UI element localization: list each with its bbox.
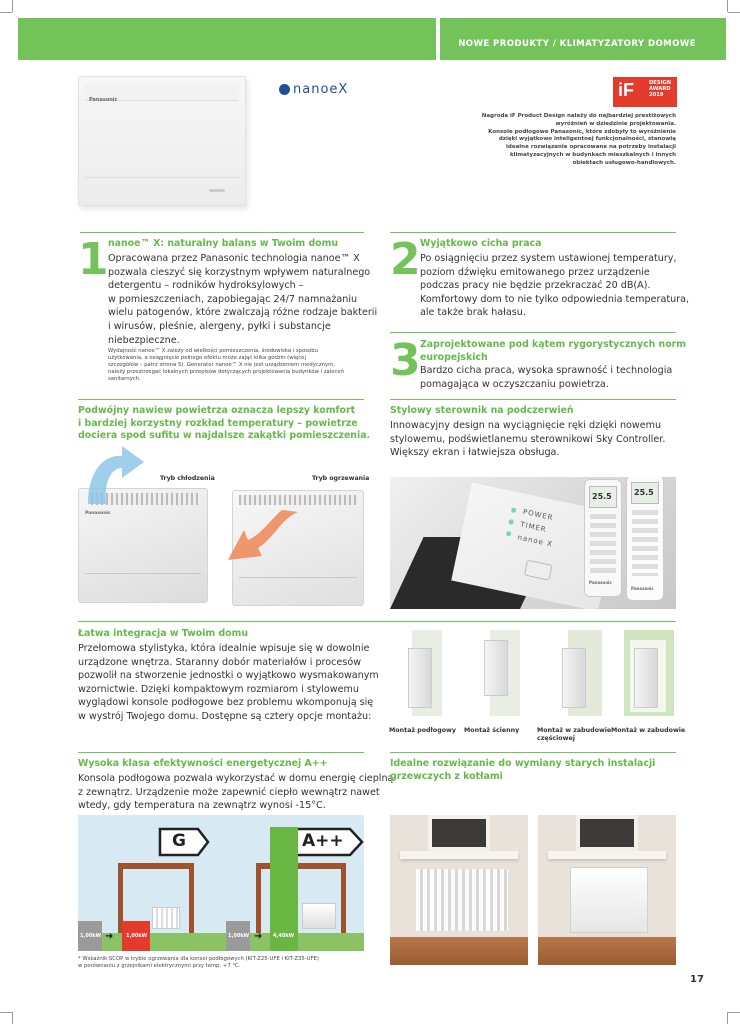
body-line: pozwala cieszyć się korzystnym wpływem naturalnego	[108, 266, 371, 278]
feature1-title: nanoe™ X: naturalny balans w Twoim domu	[108, 238, 339, 249]
crop-mark	[727, 0, 728, 12]
power-led-icon	[511, 507, 517, 513]
title-line: dociera spod sufitu w najdalsze zakątki pomieszczenia.	[78, 430, 371, 441]
award-text	[482, 113, 676, 168]
body-line: poziom dźwięku emitowanego przez urządzenie	[420, 266, 650, 278]
award-text-line: wyróżnień w dziedzinie projektowania.	[555, 120, 676, 127]
section-rule	[80, 232, 364, 233]
mount-option-full-recess	[620, 630, 680, 716]
crop-mark	[728, 12, 740, 13]
body-line: pomagająca w oczyszczaniu powietrza.	[420, 378, 609, 390]
heating-mode-label: Tryb ogrzewania	[312, 475, 370, 482]
crop-mark	[0, 1012, 12, 1013]
new-console-photo	[538, 815, 676, 965]
body-line: Przełomowa stylistyka, która idealnie wpisuje się w dowolnie	[78, 643, 370, 654]
warm-air-arrow-icon	[222, 508, 302, 570]
value-label: 1,00kW	[126, 933, 148, 939]
crop-mark	[727, 1012, 728, 1024]
note-line: Wydajność nanoe™ X zależy od wielkości pomieszczenia, środowiska i sposobu	[108, 348, 318, 354]
controller-photo	[390, 477, 676, 609]
value-label: 1,00kW	[228, 933, 250, 939]
crop-mark	[12, 0, 13, 12]
award-text-line: obiektach usługowo-handlowych.	[572, 159, 676, 166]
body-line: w pomieszczeniach, zapobiegając 24/7 namnażaniu	[108, 293, 358, 305]
page-number: 17	[690, 974, 704, 985]
nanoe-label: nanoe X	[516, 533, 554, 549]
unit-brand: Panasonic	[89, 97, 118, 103]
remote-temp-display: 25.5	[592, 492, 612, 501]
remote-control-2	[626, 477, 664, 601]
mount-label-line: częściowej	[537, 735, 575, 742]
award-logo	[613, 77, 677, 107]
section-rule	[390, 232, 676, 233]
award-logo-line: AWARD	[649, 86, 671, 92]
mount-label-line: Montaż w zabudowie	[611, 727, 686, 734]
crop-mark	[0, 12, 12, 13]
nanoe-led-icon	[506, 531, 512, 537]
body-line: Bardzo cicha praca, wysoka sprawność i technologia	[420, 365, 673, 376]
feature3-title	[420, 339, 686, 364]
timer-led-icon	[508, 519, 514, 525]
body-line: pozwolił na stworzenie jednostki o wyjątkowo wysmakowanym	[78, 670, 379, 682]
footnote-line: w porównaniu z grzejnikami elektrycznymi przy temp. +7 °C.	[78, 963, 241, 969]
award-logo-line: DESIGN	[649, 80, 672, 86]
nanoe-dot-icon	[279, 84, 290, 95]
value-label: 4,40kW	[273, 933, 295, 939]
replacement-title	[390, 758, 655, 783]
radiator-icon	[416, 869, 508, 931]
efficiency-title: Wysoka klasa efektywności energetycznej A++	[78, 758, 328, 769]
value-label: 1,00kW	[80, 933, 102, 939]
mount-label-wall	[464, 727, 519, 735]
award-text-line: idealne rozwiązanie opracowane na potrzeby instalacji	[506, 144, 676, 151]
section-rule	[390, 332, 676, 333]
mount-label-line: Montaż w zabudowie	[537, 727, 612, 734]
award-logo-line: 2019	[649, 92, 664, 98]
timer-label: TIMER	[519, 520, 548, 534]
body-line: urządzone wnętrza. Staranny dobór materiałów i procesów	[78, 656, 362, 668]
header-title: NOWE PRODUKTY / KLIMATYZATORY DOMOWE	[458, 39, 696, 49]
section-rule	[78, 399, 364, 400]
body-line: ale także brak hałasu.	[420, 307, 526, 319]
body-line: Większy ekran i łatwiejsza obsługa.	[390, 447, 560, 459]
title-line: Zaprojektowane pod kątem rygorystycznych norm	[420, 339, 687, 350]
note-line: użytkowania, a osiągnięcie pełnego efektu może zająć kilka godzin (więcej	[108, 355, 306, 361]
body-line: wyglądowi konsole podłogowe bez problemu wkomponują się	[78, 697, 374, 709]
award-if-mark: iF	[618, 80, 634, 100]
section-rule	[78, 752, 364, 753]
feature1-note	[108, 348, 344, 383]
feature2-body	[420, 252, 689, 320]
body-line: i wirusów, pleśnie, alergeny, pyłki i substancje	[108, 320, 331, 332]
title-line: Idealne rozwiązanie do wymiany starych instalacji	[390, 758, 656, 769]
body-line: podczas pracy nie będzie przekraczać 20 dB(A).	[420, 280, 651, 292]
crop-mark	[12, 1012, 13, 1024]
power-button-icon	[524, 560, 553, 581]
title-line: grzewczych z kotłami	[390, 770, 503, 782]
remote-temp-display: 25.5	[634, 488, 654, 497]
mount-label-floor	[389, 727, 456, 735]
body-line: Opracowana przez Panasonic technologia nanoe™ X	[108, 253, 360, 264]
feature3-body	[420, 364, 672, 391]
feature3-number: 3	[390, 335, 421, 386]
feature2-title: Wyjątkowo cicha praca	[420, 238, 542, 249]
old-radiator-photo	[390, 815, 528, 965]
mount-option-wall	[470, 630, 536, 716]
energy-class-low: G	[172, 831, 186, 851]
remote-brand: Panasonic	[589, 580, 612, 585]
award-text-line: klimatyzacyjnych w budynkach mieszkalnych i innych	[509, 151, 676, 158]
mount-option-floor	[392, 630, 458, 716]
header-bar-left	[18, 18, 436, 60]
award-text-line: Konsole podłogowe Panasonic, które zdobyły to wyróżnienie	[488, 128, 676, 135]
body-line: Po osiągnięciu przez system ustawionej temperatury,	[420, 253, 677, 264]
award-text-line: Nagroda iF Product Design należy do najbardziej prestiżowych	[481, 113, 676, 119]
mount-label-line: Montaż ścienny	[464, 727, 520, 734]
cooling-mode-label: Tryb chłodzenia	[160, 475, 215, 482]
body-line: Konsola podłogowa pozwala wykorzystać w domu energię cieplną	[78, 773, 394, 784]
award-text-line: dzięki wyjątkowo inteligentnej funkcjonalności, stanowią	[498, 136, 676, 143]
arrow-icon: ➜	[105, 931, 114, 942]
console-icon	[570, 867, 648, 933]
note-line: sanitarnych.	[108, 376, 141, 382]
nanoe-logo: nanoeX	[279, 82, 348, 97]
hero-unit-image	[78, 76, 246, 206]
body-line: wzornictwie. Dzięki kompaktowym rozmiarom i stylowemu	[78, 683, 359, 695]
controller-title: Stylowy sterownik na podczerwień	[390, 405, 574, 416]
title-line: Podwójny nawiew powietrza oznacza lepszy komfort	[78, 405, 356, 416]
mount-label-full-recess	[611, 727, 685, 735]
crop-mark	[728, 1012, 740, 1013]
section-rule	[390, 399, 676, 400]
note-line: szczegółów – patrz strona 5). Generator nanoe™ X nie jest urządzeniem medycznym,	[108, 362, 335, 368]
body-line: wielu patogenów, które zwalczają różne rodzaje bakterii	[108, 307, 378, 319]
body-line: stylowemu, podświetlanemu sterownikowi Sky Controller.	[390, 433, 666, 445]
feature2-number: 2	[390, 234, 421, 285]
body-line: Komfortowy dom to nie tylko odpowiednia temperatura,	[420, 293, 690, 305]
body-line: w wystrój Twojego domu. Dostępne są cztery opcje montażu:	[78, 710, 372, 722]
note-line: należy przestrzegać lokalnych przepisów dotyczących projektowania budynków i zaleceń	[108, 369, 345, 375]
power-label: POWER	[522, 507, 555, 523]
energy-class-high: A++	[302, 831, 344, 851]
title-line: europejskich	[420, 351, 488, 363]
remote-control-1	[584, 479, 622, 597]
body-line: wtedy, gdy temperatura na zewnątrz wynosi -15°C.	[78, 800, 326, 812]
mount-label-partial-recess	[537, 727, 611, 743]
body-line: Innowacyjny design na wyciągnięcie ręki dzięki nowemu	[390, 420, 662, 431]
title-line: i bardziej korzystny rozkład temperatury – powietrze	[78, 417, 358, 429]
airflow-title	[78, 405, 370, 443]
mount-option-partial-recess	[548, 630, 614, 716]
section-rule	[390, 752, 676, 753]
footnote-line: * Wskaźnik SCOP w trybie ogrzewania dla konsol podłogowych (KIT-Z25-UFE i KIT-Z35-UFE)	[78, 956, 319, 962]
efficiency-body	[78, 772, 393, 813]
controller-body	[390, 419, 665, 460]
remote-brand: Panasonic	[631, 586, 654, 591]
console-unit-icon	[302, 903, 336, 929]
section-rule	[78, 621, 676, 622]
body-line: niebezpieczne.	[108, 334, 180, 346]
electric-radiator-icon	[152, 907, 180, 929]
cool-air-arrow-icon	[82, 444, 162, 506]
unit-brand: Panasonic	[85, 511, 111, 516]
feature1-body	[108, 252, 377, 347]
body-line: z zewnątrz. Urządzenie może zapewnić ciepło wewnątrz nawet	[78, 786, 380, 798]
efficiency-illustration	[78, 815, 364, 951]
integration-body	[78, 642, 379, 724]
feature1-number: 1	[78, 234, 109, 285]
integration-title: Łatwa integracja w Twoim domu	[78, 628, 249, 639]
mount-label-line: Montaż podłogowy	[389, 727, 456, 734]
efficiency-footnote	[78, 956, 319, 970]
body-line: detergentu – rodników hydroksylowych –	[108, 280, 304, 292]
arrow-icon: ➜	[254, 931, 263, 942]
